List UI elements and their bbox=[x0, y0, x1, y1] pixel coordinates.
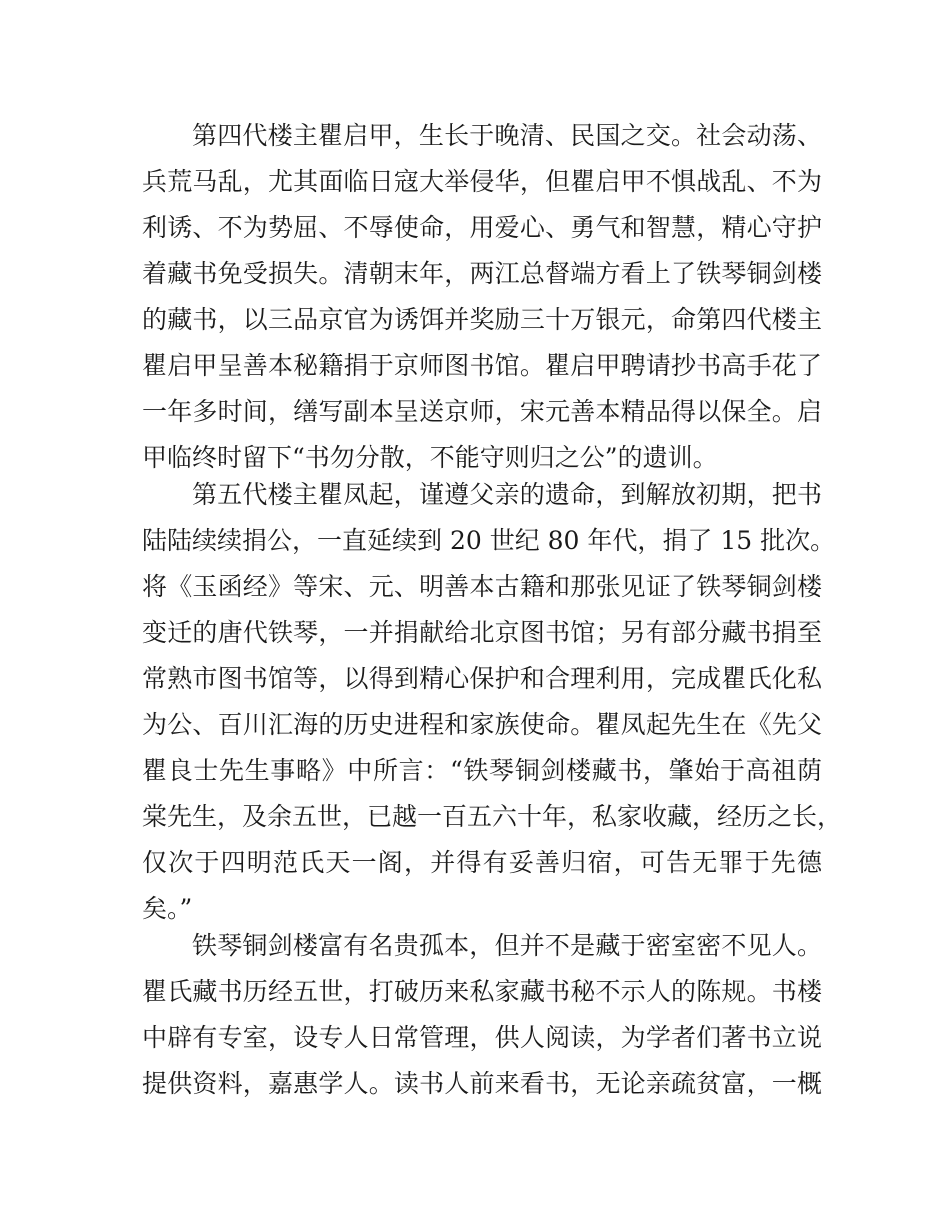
text-line: 瞿氏藏书历经五世，打破历来私家藏书秘不示人的陈规。书楼 bbox=[142, 977, 822, 1006]
text-line: 仅次于四明范氏天一阁，并得有妥善归宿，可告无罪于先德 bbox=[142, 848, 822, 877]
text-line: 中辟有专室，设专人日常管理，供人阅读，为学者们著书立说 bbox=[142, 1023, 822, 1052]
text-line: 瞿良士先生事略》中所言：“铁琴铜剑楼藏书，肇始于高祖荫 bbox=[142, 756, 822, 785]
text-line: 兵荒马乱，尤其面临日寇大举侵华，但瞿启甲不惧战乱、不为 bbox=[142, 167, 822, 196]
text-line: 第五代楼主瞿凤起，谨遵父亲的遗命，到解放初期，把书 bbox=[192, 480, 822, 509]
text-line: 变迁的唐代铁琴，一并捐献给北京图书馆；另有部分藏书捐至 bbox=[142, 618, 822, 647]
text-line: 为公、百川汇海的历史进程和家族使命。瞿凤起先生在《先父 bbox=[142, 710, 822, 739]
text-line: 甲临终时留下“书勿分散，不能守则归之公”的遗训。 bbox=[142, 443, 718, 472]
text-line: 的藏书，以三品京官为诱饵并奖励三十万银元，命第四代楼主 bbox=[142, 305, 822, 334]
text-line: 将《玉函经》等宋、元、明善本古籍和那张见证了铁琴铜剑楼 bbox=[142, 572, 822, 601]
text-line: 提供资料，嘉惠学人。读书人前来看书，无论亲疏贫富，一概 bbox=[142, 1069, 822, 1098]
text-line: 铁琴铜剑楼富有名贵孤本，但并不是藏于密室密不见人。 bbox=[192, 931, 822, 960]
text-line: 利诱、不为势屈、不辱使命，用爱心、勇气和智慧，精心守护 bbox=[142, 213, 822, 242]
text-line: 瞿启甲呈善本秘籍捐于京师图书馆。瞿启甲聘请抄书高手花了 bbox=[142, 351, 822, 380]
text-line: 第四代楼主瞿启甲，生长于晚清、民国之交。社会动荡、 bbox=[192, 121, 822, 150]
text-line: 常熟市图书馆等，以得到精心保护和合理利用，完成瞿氏化私 bbox=[142, 664, 822, 693]
text-line: 棠先生，及余五世，已越一百五六十年，私家收藏，经历之长， bbox=[142, 802, 843, 831]
text-line: 一年多时间，缮写副本呈送京师，宋元善本精品得以保全。启 bbox=[142, 397, 822, 426]
text-line: 着藏书免受损失。清朝末年，两江总督端方看上了铁琴铜剑楼 bbox=[142, 259, 822, 288]
text-line: 陆陆续续捐公，一直延续到 20 世纪 80 年代，捐了 15 批次。 bbox=[142, 526, 836, 555]
text-line: 矣。” bbox=[142, 894, 193, 923]
